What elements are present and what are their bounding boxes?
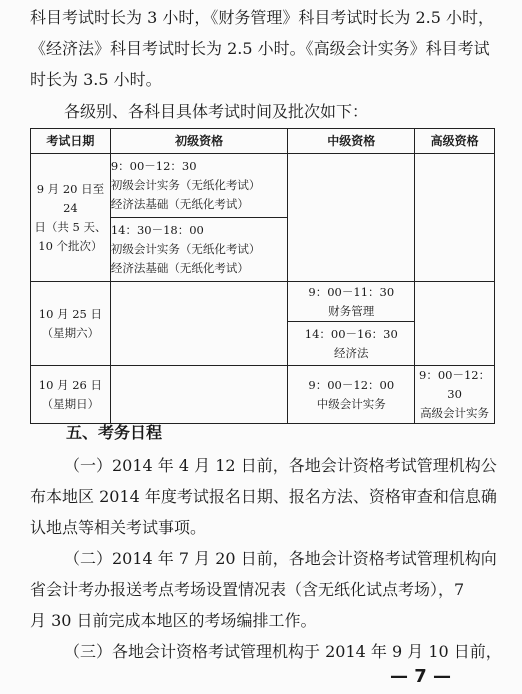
date-line: 9 月 20 日至 24 [36,181,105,215]
paragraph-line: （三）各地会计资格考试管理机构于 2014 年 9 月 10 日前， [64,642,502,661]
page-number: — 7 — [390,666,452,687]
date-line: （星期六） [41,325,100,340]
slot-time: 9：00－12：30 [110,159,197,173]
section-heading: 五、考务日程 [66,423,163,442]
header-junior: 初级资格 [110,129,288,154]
table-row [31,366,495,424]
senior-practice-slot [415,366,495,424]
paragraph-line: （二）2014 年 7 月 20 日前，各地会计资格考试管理机构向 [64,549,497,568]
intermediate-practice-slot [288,366,415,424]
intro-line-1: 科目考试时长为 3 小时，《财务管理》科目考试时长为 2.5 小时， [30,8,494,27]
table-row [31,282,495,322]
empty-cell [110,282,288,366]
table-header-row [31,129,495,154]
slot-time: 9：00－12：30 [419,368,491,401]
intro-line-3: 时长为 3.5 小时。 [30,70,162,89]
empty-cell [110,366,288,424]
slot-subject: 中级会计实务 [316,396,386,411]
junior-morning-slot [110,154,288,218]
paragraph-line: （一）2014 年 4 月 12 日前，各地会计资格考试管理机构公 [64,456,497,475]
slot-subject: 经济法 [334,345,369,360]
date-line: 日（共 5 天、 [34,219,107,234]
header-intermediate: 中级资格 [288,129,415,154]
slot-subject: 经济法基础（无纸化考试） [110,197,249,211]
header-exam-date: 考试日期 [31,129,111,154]
exam-schedule-table [30,128,495,424]
paragraph-line: 认地点等相关考试事项。 [30,518,207,537]
empty-cell [288,154,415,282]
paragraph-line: 月 30 日前完成本地区的考场编排工作。 [30,611,317,630]
header-senior: 高级资格 [415,129,495,154]
date-cell-sep [31,154,111,282]
slot-subject: 经济法基础（无纸化考试） [110,261,249,275]
slot-subject: 初级会计实务（无纸化考试） [110,242,261,256]
date-line: （星期日） [41,396,100,411]
slot-time: 14：00－16：30 [304,326,398,341]
date-cell-oct26 [31,366,111,424]
date-line: 10 个批次） [38,238,103,253]
intro-line-2: 《经济法》科目考试时长为 2.5 小时。《高级会计实务》科目考试 [30,39,490,58]
intermediate-morning-slot [288,282,415,322]
empty-cell [415,154,495,282]
date-line: 10 月 26 日 [38,377,103,392]
date-line: 10 月 25 日 [38,306,103,321]
junior-afternoon-slot [110,218,288,282]
slot-subject: 财务管理 [328,303,375,318]
slot-time: 9：00－12：00 [308,377,395,392]
paragraph-line: 省会计考办报送考点考场设置情况表（含无纸化试点考场），7 [30,580,465,599]
slot-time: 14：30－18：00 [110,223,204,237]
table-row [31,154,495,218]
date-cell-oct25 [31,282,111,366]
paragraph-line: 布本地区 2014 年度考试报名日期、报名方法、资格审查和信息确 [30,487,497,506]
slot-time: 9：00－11：30 [308,284,395,299]
empty-cell [415,282,495,366]
slot-subject: 初级会计实务（无纸化考试） [110,178,261,192]
intermediate-afternoon-slot [288,322,415,366]
slot-subject: 高级会计实务 [420,406,490,420]
table-caption: 各级别、各科目具体考试时间及批次如下： [64,102,369,121]
